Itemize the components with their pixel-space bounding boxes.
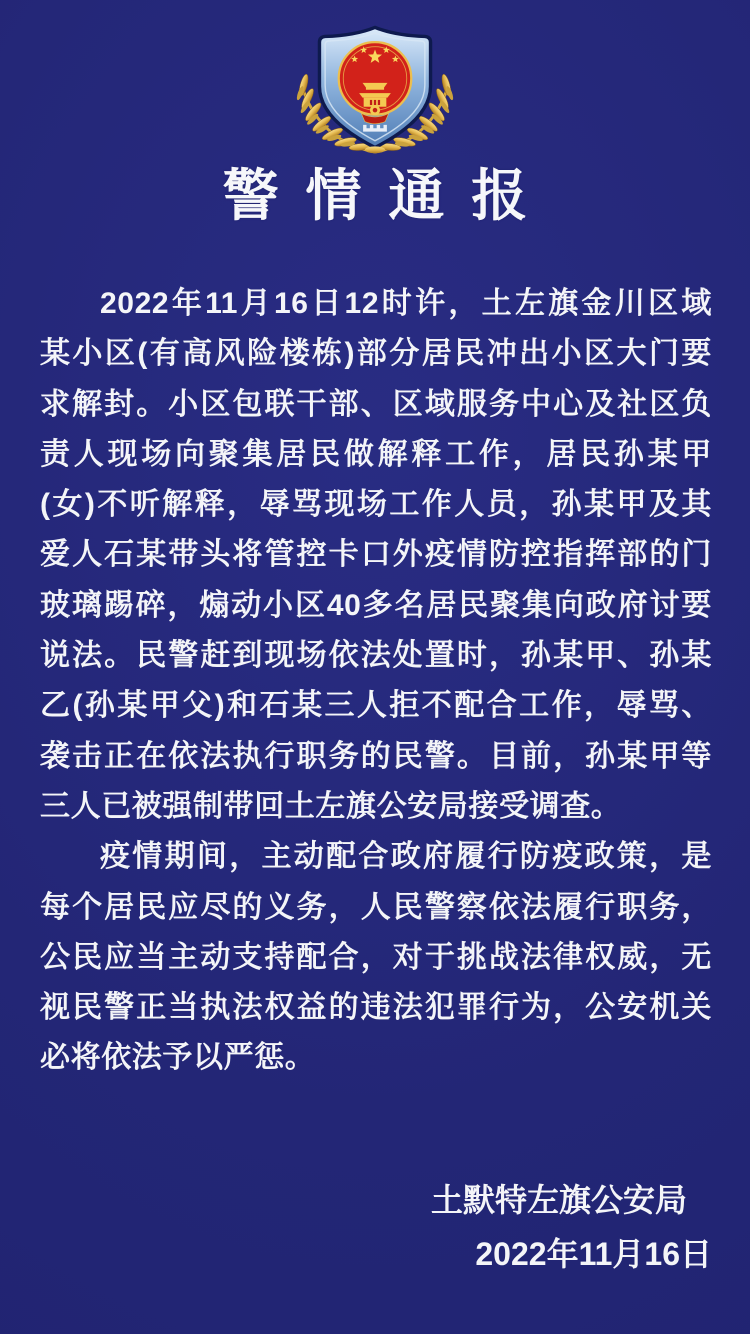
body-line: 说法。民警赶到现场依法处置时，孙某甲、孙某 <box>40 639 712 673</box>
body-line: 视民警正当执法权益的违法犯罪行为，公安机关 <box>40 991 712 1025</box>
body-line: 必将依法予以严惩。 <box>40 1041 316 1075</box>
body-line: 袭击正在依法执行职务的民警。目前，孙某甲等 <box>40 739 712 773</box>
body-line: 2022年11月16日12时许，土左旗金川区域 <box>100 287 712 320</box>
body-line: 求解封。小区包联干部、区域服务中心及社区负 <box>40 387 712 421</box>
paragraph-2 <box>40 832 712 1083</box>
body-line: 三人已被强制带回土左旗公安局接受调查。 <box>40 789 622 823</box>
body-line: (女)不听解释，辱骂现场工作人员，孙某甲及其 <box>40 488 712 522</box>
notice-title: 警情通报 <box>222 164 555 227</box>
notice-body <box>40 279 712 1084</box>
body-line: 公民应当主动支持配合，对于挑战法律权威，无 <box>40 940 712 974</box>
body-line: 责人现场向聚集居民做解释工作，居民孙某甲 <box>40 437 712 471</box>
issuer-signature: 土默特左旗公安局 <box>430 1182 687 1218</box>
body-line: 乙(孙某甲父)和石某三人拒不配合工作，辱骂、 <box>40 689 712 723</box>
body-line: 疫情期间，主动配合政府履行防疫政策，是 <box>100 840 712 874</box>
body-line: 每个居民应尽的义务，人民警察依法履行职务， <box>40 890 712 924</box>
body-line: 爱人石某带头将管控卡口外疫情防控指挥部的门 <box>40 538 712 572</box>
police-badge-icon <box>290 24 460 160</box>
body-line: 玻璃踢碎，煽动小区40多名居民聚集向政府讨要 <box>40 588 712 622</box>
notice-date: 2022年11月16日 <box>475 1236 712 1272</box>
paragraph-1 <box>40 279 712 832</box>
body-line: 某小区(有高风险楼栋)部分居民冲出小区大门要 <box>40 337 712 371</box>
